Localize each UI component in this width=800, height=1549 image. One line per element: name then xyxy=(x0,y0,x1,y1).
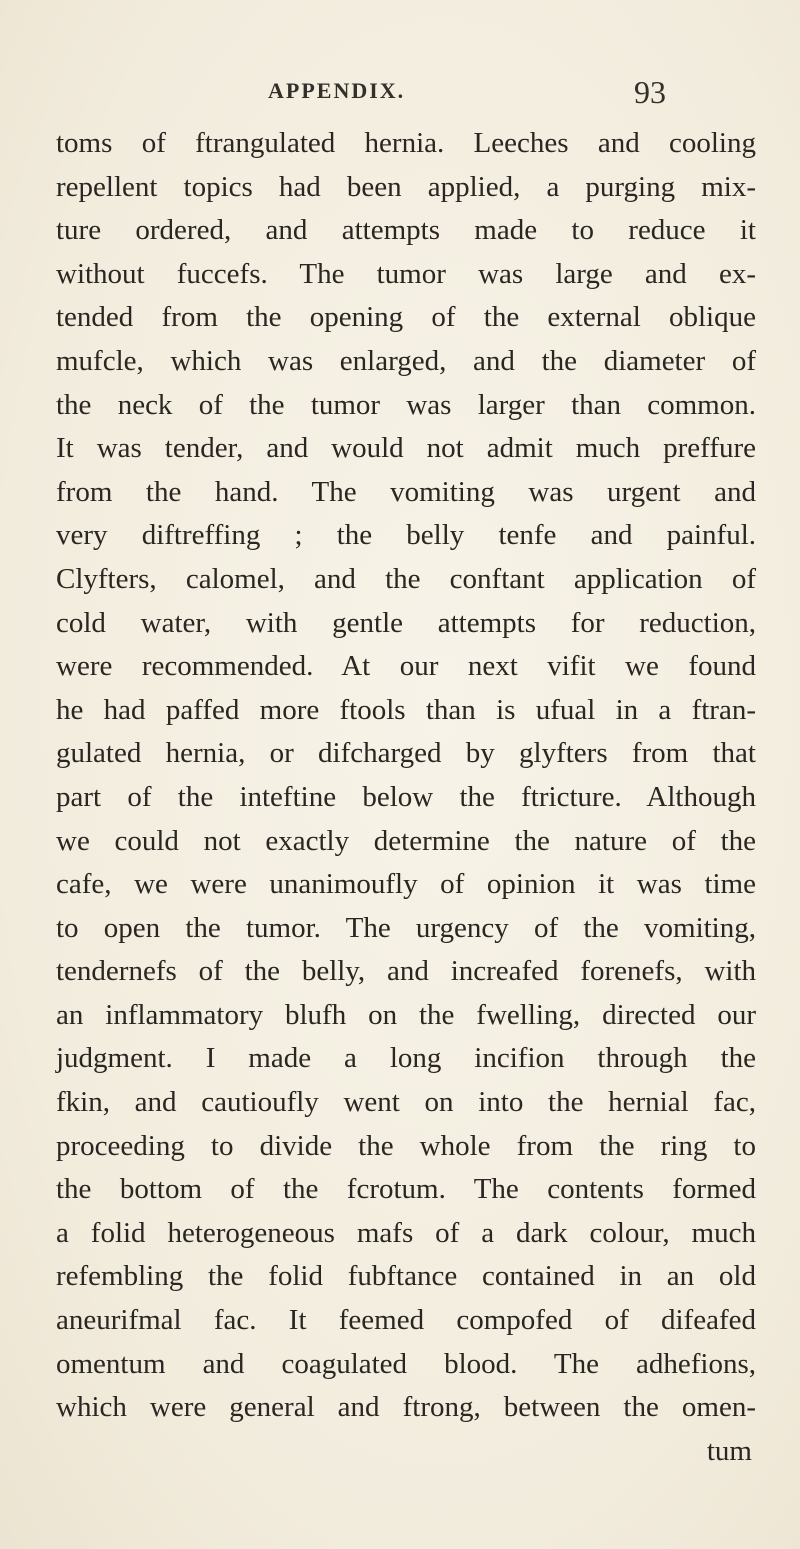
text-line: part of the inteftine below the ftricture. Although xyxy=(56,780,756,813)
text-line: cold water, with gentle attempts for reduction, xyxy=(56,606,756,639)
text-line: fkin, and cautioufly went on into the hernial fac, xyxy=(56,1086,756,1119)
text-line: tended from the opening of the external oblique xyxy=(56,301,756,334)
text-line: Clyfters, calomel, and the conftant application of xyxy=(56,562,756,595)
text-line: very diftreffing ; the belly tenfe and painful. xyxy=(56,519,756,552)
text-line: he had paffed more ftools than is ufual in a ftran- xyxy=(56,693,756,726)
text-line: gulated hernia, or difcharged by glyfters from that xyxy=(56,737,756,770)
text-line: judgment. I made a long incifion through the xyxy=(56,1042,756,1075)
text-line: to open the tumor. The urgency of the vomiting, xyxy=(56,911,756,944)
text-line: the neck of the tumor was larger than common. xyxy=(56,388,756,421)
text-line: It was tender, and would not admit much preffure xyxy=(56,432,756,465)
text-line: were recommended. At our next vifit we found xyxy=(56,650,756,683)
text-line: omentum and coagulated blood. The adhefions, xyxy=(56,1347,756,1380)
page-number: 93 xyxy=(634,74,666,110)
text-line: refembling the folid fubftance contained in an old xyxy=(56,1260,756,1293)
body-text xyxy=(56,122,756,1473)
text-line: an inflammatory blufh on the fwelling, directed our xyxy=(56,998,756,1031)
text-line: mufcle, which was enlarged, and the diameter of xyxy=(56,344,756,377)
text-line: repellent topics had been applied, a purging mix- xyxy=(56,170,756,203)
text-line: without fuccefs. The tumor was large and ex- xyxy=(56,257,756,290)
text-line: ture ordered, and attempts made to reduce it xyxy=(56,214,756,247)
text-line: from the hand. The vomiting was urgent and xyxy=(56,475,756,508)
running-title: APPENDIX. xyxy=(268,78,406,103)
text-line: tendernefs of the belly, and increafed forenefs, with xyxy=(56,955,756,988)
text-line: cafe, we were unanimoufly of opinion it was time xyxy=(56,868,756,901)
text-line: which were general and ftrong, between the omen- xyxy=(56,1391,756,1424)
text-line: the bottom of the fcrotum. The contents formed xyxy=(56,1173,756,1206)
text-line: toms of ftrangulated hernia. Leeches and cooling xyxy=(56,127,756,159)
running-head xyxy=(0,74,800,114)
text-line: we could not exactly determine the nature of the xyxy=(56,824,756,857)
catchword: tum xyxy=(706,1434,752,1467)
text-line: a folid heterogeneous mafs of a dark colour, much xyxy=(56,1216,756,1249)
text-line: aneurifmal fac. It feemed compofed of difeafed xyxy=(56,1304,756,1337)
text-line: proceeding to divide the whole from the ring to xyxy=(56,1129,756,1162)
